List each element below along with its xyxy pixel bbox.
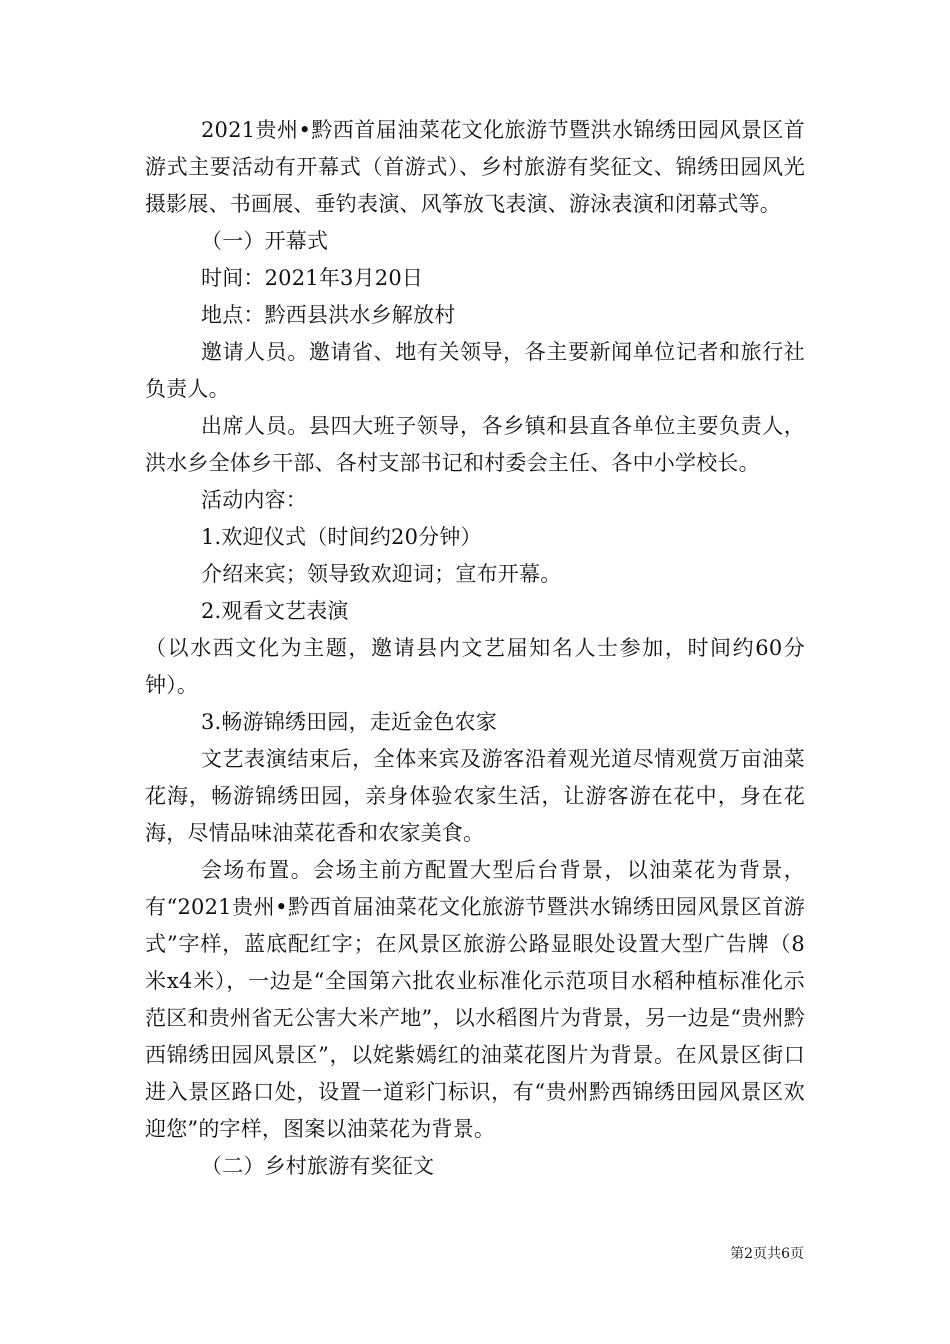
paragraph-time: 时间：2021年3月20日 [201, 266, 424, 290]
paragraph-welcome-detail: 介绍来宾；领导致欢迎词；宣布开幕。 [201, 562, 562, 586]
paragraph-invited: 邀请人员。邀请省、地有关领导，各主要新闻单位记者和旅行社负责人。 [145, 340, 805, 401]
section-heading-opening: （一）开幕式 [201, 229, 329, 253]
paragraph-attendees: 出席人员。县四大班子领导，各乡镇和县直各单位主要负责人，洪水乡全体乡干部、各村支部书记和村委会主任、各中小学校长。 [145, 414, 805, 475]
section-heading-essay: （二）乡村旅游有奖征文 [201, 1154, 435, 1178]
paragraph-location: 地点：黔西县洪水乡解放村 [201, 303, 456, 327]
list-item-welcome: 1.欢迎仪式（时间约20分钟） [201, 525, 482, 549]
paragraph-performance-detail: （以水西文化为主题，邀请县内文艺届知名人士参加，时间约60分钟）。 [145, 636, 805, 697]
paragraph-intro: 2021贵州•黔西首届油菜花文化旅游节暨洪水锦绣田园风景区首游式主要活动有开幕式（首游式）、乡村旅游有奖征文、锦绣田园风光摄影展、书画展、垂钓表演、风筝放飞表演、游泳表演和闭幕式等。 [145, 118, 805, 216]
document-body [145, 112, 805, 1185]
paragraph-tour-detail: 文艺表演结束后，全体来宾及游客沿着观光道尽情观赏万亩油菜花海，畅游锦绣田园，亲身体验农家生活，让游客游在花中，身在花海，尽情品味油菜花香和农家美食。 [145, 747, 805, 845]
page-number: 第2页共6页 [730, 1246, 804, 1262]
list-item-tour: 3.畅游锦绣田园，走近金色农家 [201, 710, 498, 734]
list-item-performance: 2.观看文艺表演 [201, 599, 349, 623]
paragraph-activities: 活动内容： [201, 488, 307, 512]
paragraph-venue-setup: 会场布置。会场主前方配置大型后台背景，以油菜花为背景，有“2021贵州•黔西首届油菜花文化旅游节暨洪水锦绣田园风景区首游式”字样，蓝底配红字；在风景区旅游公路显眼处设置大型广告牌（8米x4米），一边是“全国第六批农业标准化示范项目水稻种植标准化示范区和贵州省无公害大米产地”，以水稻图片为背景，另一边是“贵州黔西锦绣田园风景区”，以姹紫嫣红的油菜花图片为背景。在风景区街口进入景区路口处，设置一道彩门标识，有“贵州黔西锦绣田园风景区欢迎您”的字样，图案以油菜花为背景。 [145, 858, 805, 1141]
